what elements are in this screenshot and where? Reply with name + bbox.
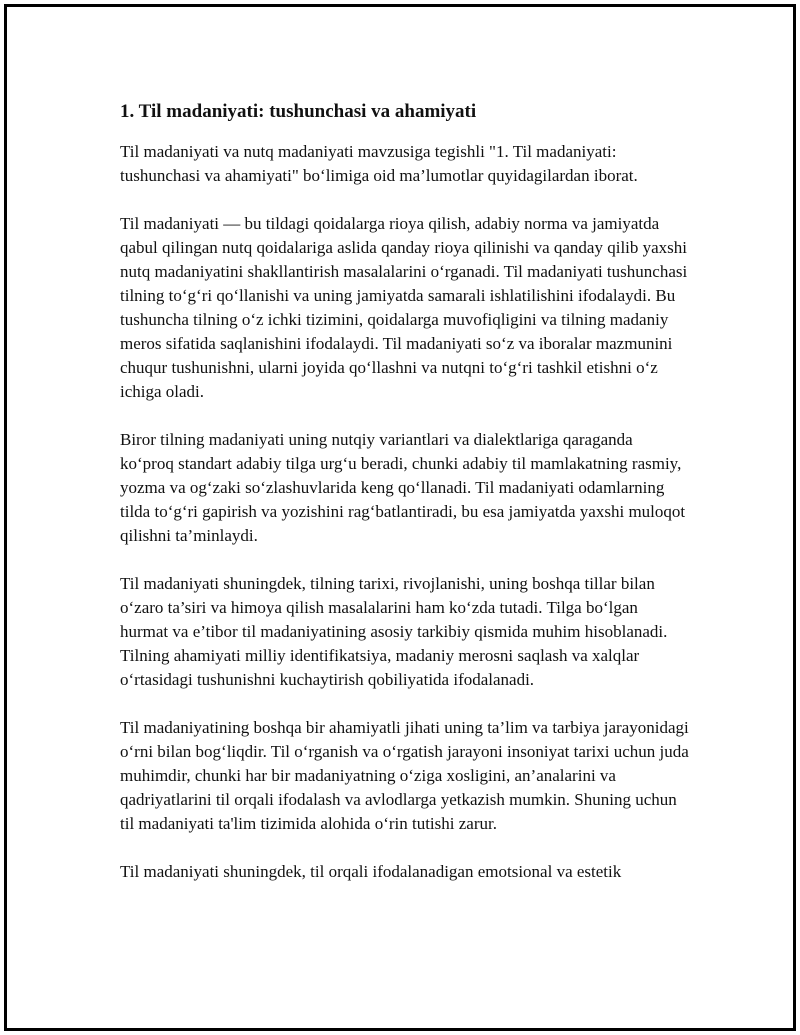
paragraph-intro: Til madaniyati va nutq madaniyati mavzusiga tegishli "1. Til madaniyati: tushunchasi va ahamiyati" bo‘limiga oid ma’lumotlar quyidagilardan iborat. xyxy=(120,142,638,185)
paragraph-history: Til madaniyati shuningdek, tilning tarixi, rivojlanishi, uning boshqa tillar bilan o‘zaro ta’siri va himoya qilish masalalarini ham ko‘zda tutadi. Tilga bo‘lgan hurmat va e’tibor til madaniyatining asosiy tarkibiy qismida muhim hisoblanadi. Tilning ahamiyati milliy identifikatsiya, madaniy merosni saqlash va xalqlar o‘rtasidagi tushunishni kuchaytirish qobiliyatida ifodalanadi. xyxy=(120,574,668,689)
document-body xyxy=(120,98,690,908)
paragraph-emotional: Til madaniyati shuningdek, til orqali ifodalanadigan emotsional va estetik xyxy=(120,862,622,881)
paragraph-definition: Til madaniyati — bu tildagi qoidalarga rioya qilish, adabiy norma va jamiyatda qabul qilingan nutq qoidalariga aslida qanday rioya qilinishi va qanday qilib yaxshi nutq madaniyatini shakllantirish masalalarini o‘rganadi. Til madaniyati tushunchasi tilning to‘g‘ri qo‘llanishi va uning jamiyatda samarali ishlatilishini ifodalaydi. Bu tushuncha tilning o‘z ichki tizimini, qoidalarga muvofiqligini va tilning madaniy meros sifatida saqlanishini ifodalaydi. Til madaniyati so‘z va iboralar mazmunini chuqur tushunishni, ularni joyida qo‘llashni va nutqni to‘g‘ri tashkil etishni o‘z ichiga oladi. xyxy=(120,214,688,401)
paragraph-literary-language: Biror tilning madaniyati uning nutqiy variantlari va dialektlariga qaraganda ko‘proq standart adabiy tilga urg‘u beradi, chunki adabiy til mamlakatning rasmiy, yozma va og‘zaki so‘zlashuvlarida keng qo‘llanadi. Til madaniyati odamlarning tilda to‘g‘ri gapirish va yozishini rag‘batlantiradi, bu esa jamiyatda yaxshi muloqot qilishni ta’minlaydi. xyxy=(120,430,686,545)
page-frame xyxy=(4,4,796,1031)
document-title: 1. Til madaniyati: tushunchasi va ahamiyati xyxy=(120,101,477,122)
paragraph-education: Til madaniyatining boshqa bir ahamiyatli jihati uning ta’lim va tarbiya jarayonidagi o‘rni bilan bog‘liqdir. Til o‘rganish va o‘rgatish jarayoni insoniyat tarixi uchun juda muhimdir, chunki har bir madaniyatning o‘ziga xosligini, an’analarini va qadriyatlarini til orqali ifodalash va avlodlarga yetkazish mumkin. Shuning uchun til madaniyati ta'lim tizimida alohida o‘rin tutishi zarur. xyxy=(120,718,689,833)
